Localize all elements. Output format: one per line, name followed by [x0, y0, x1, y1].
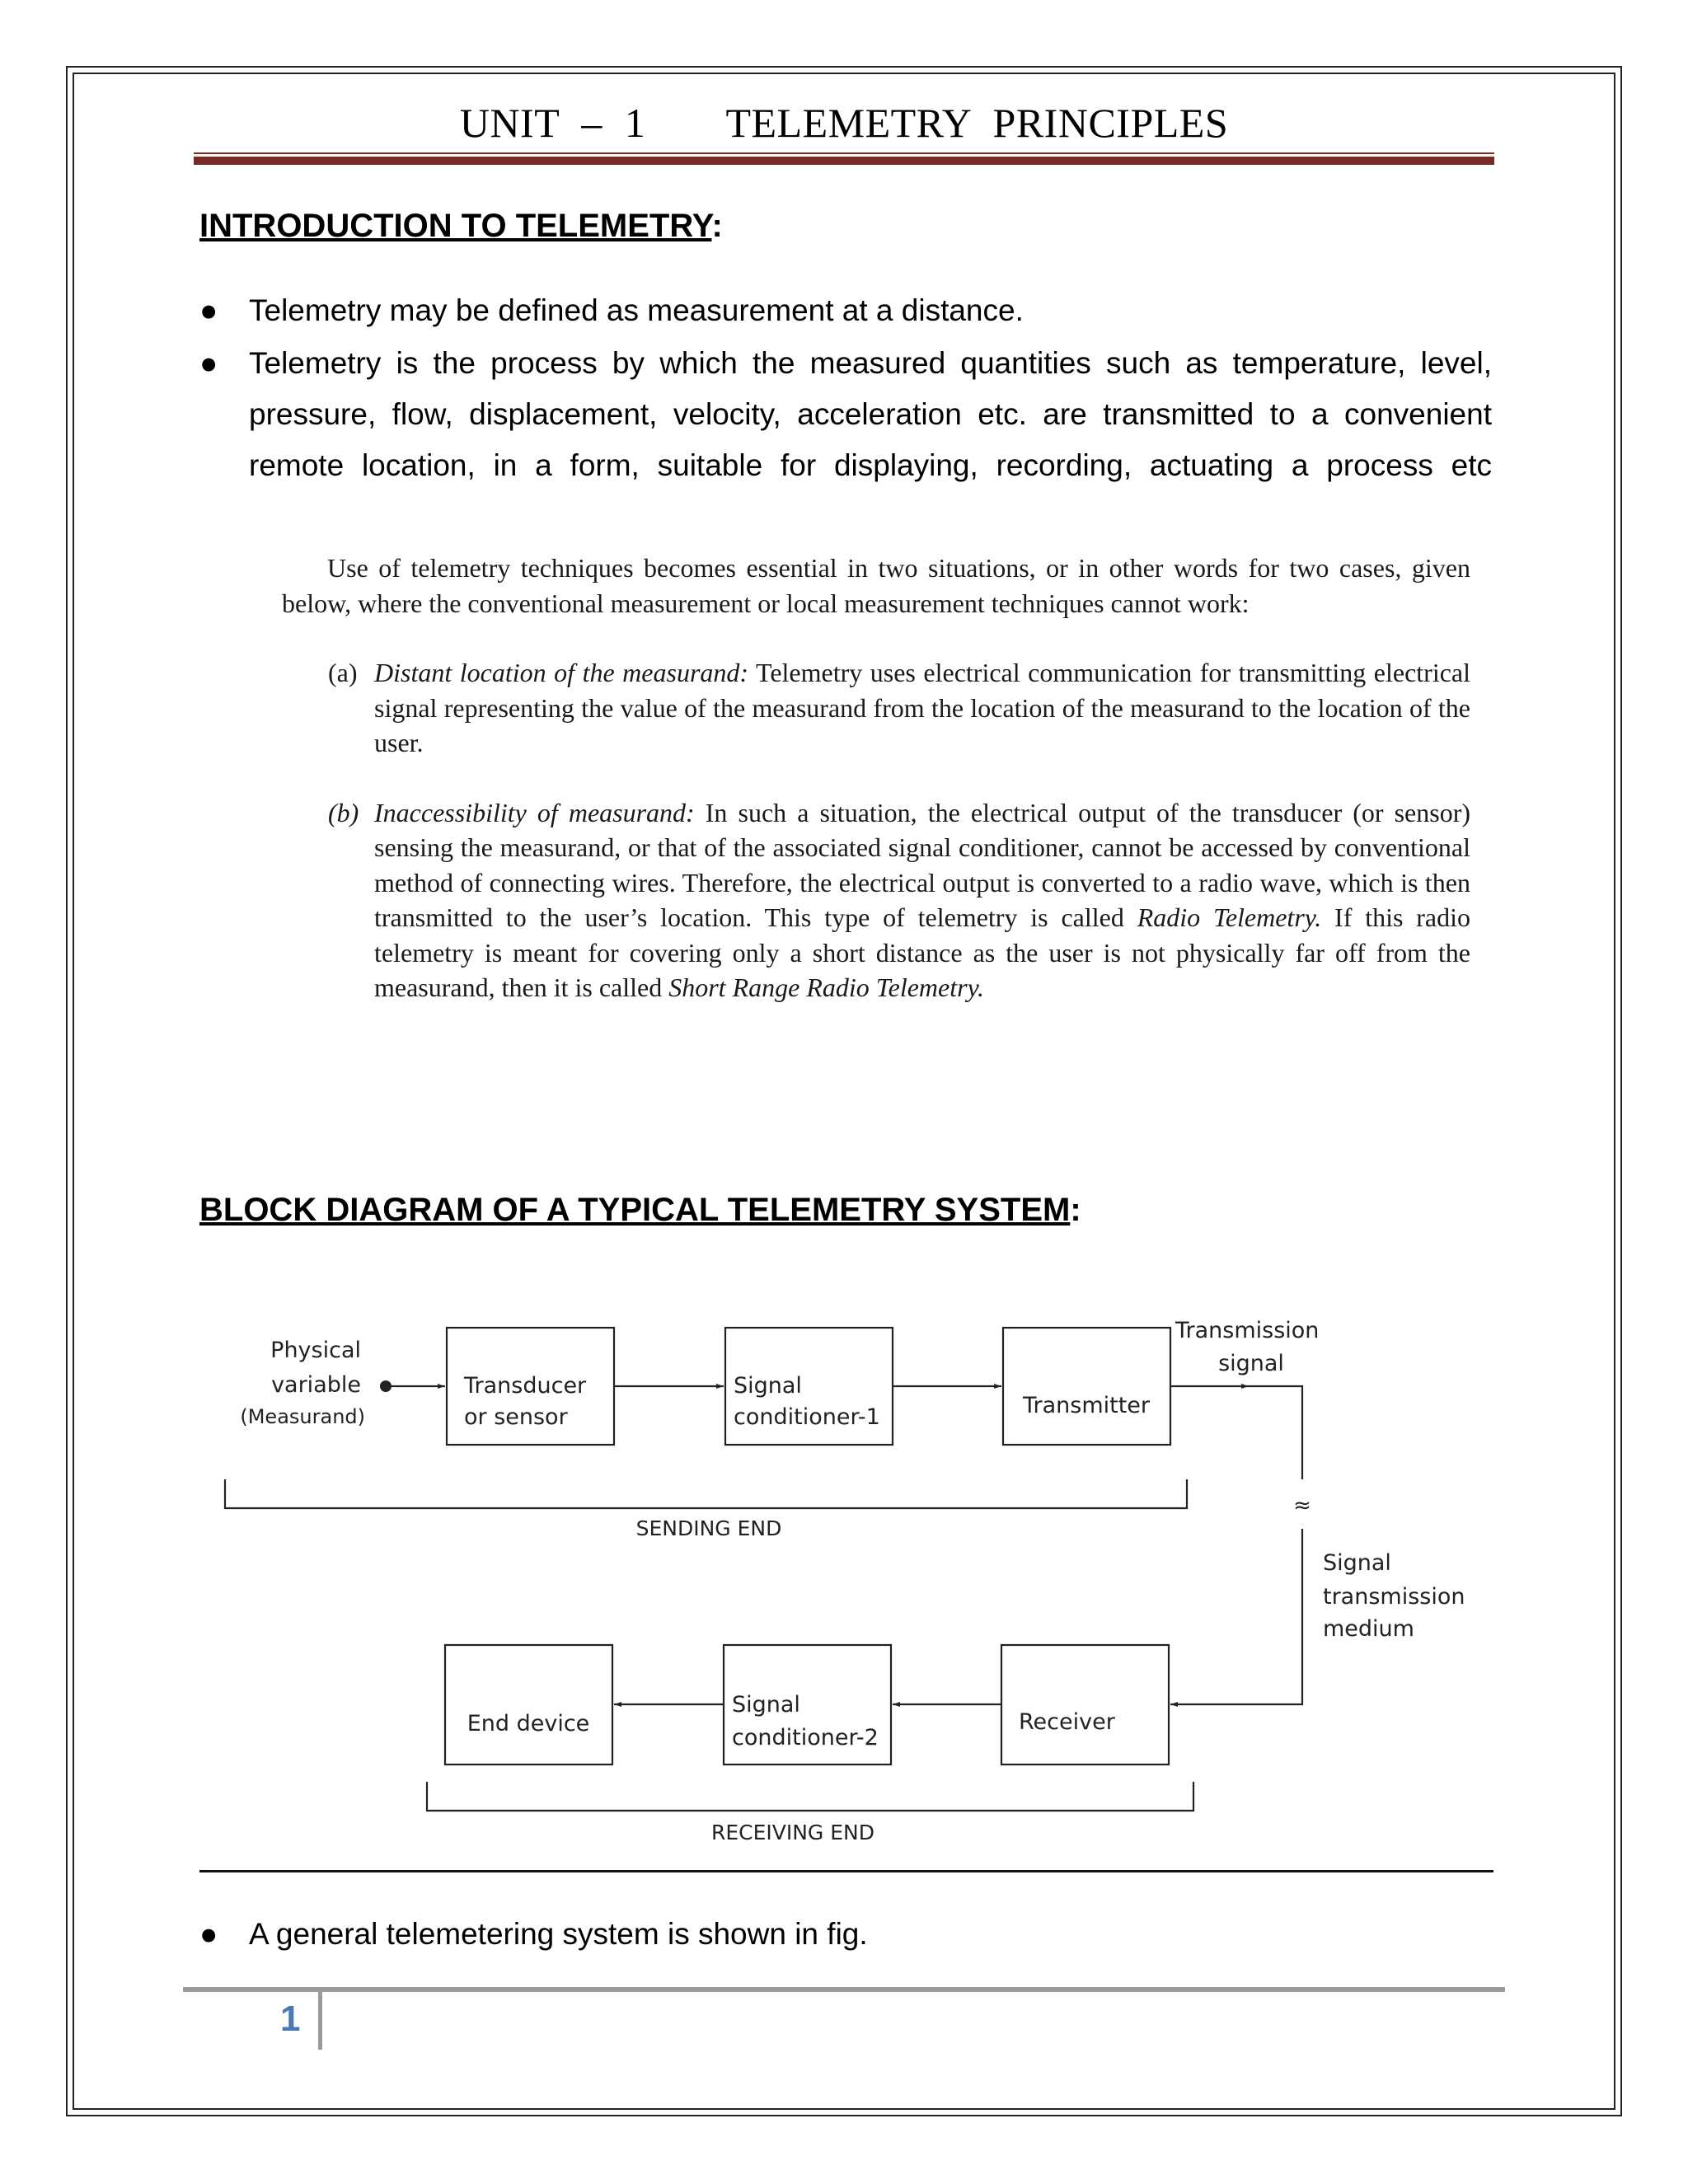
bullet-icon: ● [199, 346, 218, 380]
case-a-label: (a) [328, 658, 358, 687]
case-a-text: Telemetry uses electrical communication for transmitting electrical signal representing the value of the measurand from the location of the measurand to the location of the user. [374, 658, 1471, 757]
list-item [199, 338, 1492, 491]
case-b-text-2: If this radio telemetry is meant for covering only a short distance as the user is not physically far off from the measurand, then it is called [374, 902, 1471, 1002]
input-label-3: (Measurand) [240, 1405, 365, 1428]
title-rule [194, 157, 1494, 165]
transmitter-label: Transmitter [1022, 1393, 1151, 1418]
transmission-signal-label-1: Transmission [1175, 1318, 1320, 1343]
intro-heading [199, 208, 723, 245]
footer-rule [183, 1987, 1505, 1992]
medium-label-1: Signal [1323, 1550, 1391, 1576]
case-b-radio-term: Radio Telemetry. [1137, 902, 1322, 932]
sc2-label-1: Signal [732, 1692, 800, 1718]
scanned-excerpt [282, 551, 1470, 1005]
medium-line-upper [1249, 1386, 1302, 1479]
case-b-label: (b) [328, 797, 359, 827]
sending-end-label: SENDING END [635, 1516, 782, 1540]
bullet-text: A general telemetering system is shown in fig. [249, 1917, 868, 1951]
input-label-2: variable [271, 1372, 361, 1398]
receiver-label: Receiver [1019, 1709, 1115, 1735]
medium-label-2: transmission [1323, 1584, 1465, 1610]
block-heading-text: BLOCK DIAGRAM OF A TYPICAL TELEMETRY SYSTEM [199, 1192, 1071, 1228]
bullet-text: Telemetry may be defined as measurement at a distance. [249, 293, 1024, 327]
page-number: 1 [280, 1999, 301, 2039]
bullet-text: Telemetry is the process by which the measured quantities such as temperature, level, pressure, flow, displacement, velocity, acceleration etc. are transmitted to a convenient remote location, in a form, suitable for displaying, recording, actuating a process etc [249, 346, 1492, 482]
break-symbol: ≈ [1293, 1493, 1311, 1518]
list-item [199, 285, 1492, 336]
receiving-end-bracket [427, 1782, 1193, 1811]
sc2-label-2: conditioner-2 [732, 1725, 879, 1750]
transducer-label-2: or sensor [464, 1404, 568, 1430]
figure-divider [199, 1870, 1493, 1872]
block-heading-colon: : [1070, 1192, 1081, 1228]
sending-end-bracket [225, 1479, 1187, 1508]
input-node [380, 1380, 392, 1392]
sc1-label-2: conditioner-1 [734, 1404, 880, 1430]
bullet-icon: ● [199, 1917, 218, 1951]
receiving-end-label: RECEIVING END [710, 1821, 875, 1844]
block-heading [199, 1192, 1081, 1229]
case-b-title: Inaccessibility of measurand: [374, 797, 695, 827]
case-b [282, 795, 1470, 1005]
end-device-label: End device [467, 1711, 590, 1736]
case-b-short-term: Short Range Radio Telemetry. [668, 972, 984, 1002]
case-a-title: Distant location of the measurand: [374, 658, 749, 687]
block-diagram [198, 1302, 1517, 1863]
medium-label-3: medium [1323, 1616, 1414, 1642]
receiver-block [1001, 1645, 1169, 1765]
medium-line-lower [1220, 1529, 1302, 1704]
scanned-intro-paragraph: Use of telemetry techniques becomes essential in two situations, or in other words for two cases, given below, where the conventional measurement or local measurement techniques cannot work: [282, 553, 1470, 618]
page-number-divider [318, 1992, 322, 2050]
list-item [199, 1909, 1492, 1960]
transmitter-block [1003, 1328, 1170, 1445]
intro-heading-colon: : [711, 208, 723, 244]
case-b-text: In such a situation, the electrical output of the transducer (or sensor) sensing the measurand, or that of the associated signal conditioner, cannot be accessed by conventional method of connecting wires. Therefore, the electrical output is converted to a radio wave, which is then transmitted to the user’s location. This type of telemetry is called [374, 797, 1471, 932]
unit-title: TELEMETRY PRINCIPLES [725, 100, 1229, 146]
case-a [282, 655, 1470, 761]
end-device-block [445, 1645, 612, 1765]
input-label-1: Physical [270, 1338, 361, 1363]
title-rule-thin [194, 152, 1494, 154]
transducer-label-1: Transducer [464, 1373, 587, 1399]
unit-label: UNIT – 1 [459, 100, 646, 146]
bullet-icon: ● [199, 293, 218, 327]
sc1-label-1: Signal [734, 1373, 802, 1399]
transmission-signal-label-2: signal [1218, 1351, 1284, 1376]
intro-heading-text: INTRODUCTION TO TELEMETRY [199, 208, 712, 244]
page-title [194, 99, 1494, 147]
